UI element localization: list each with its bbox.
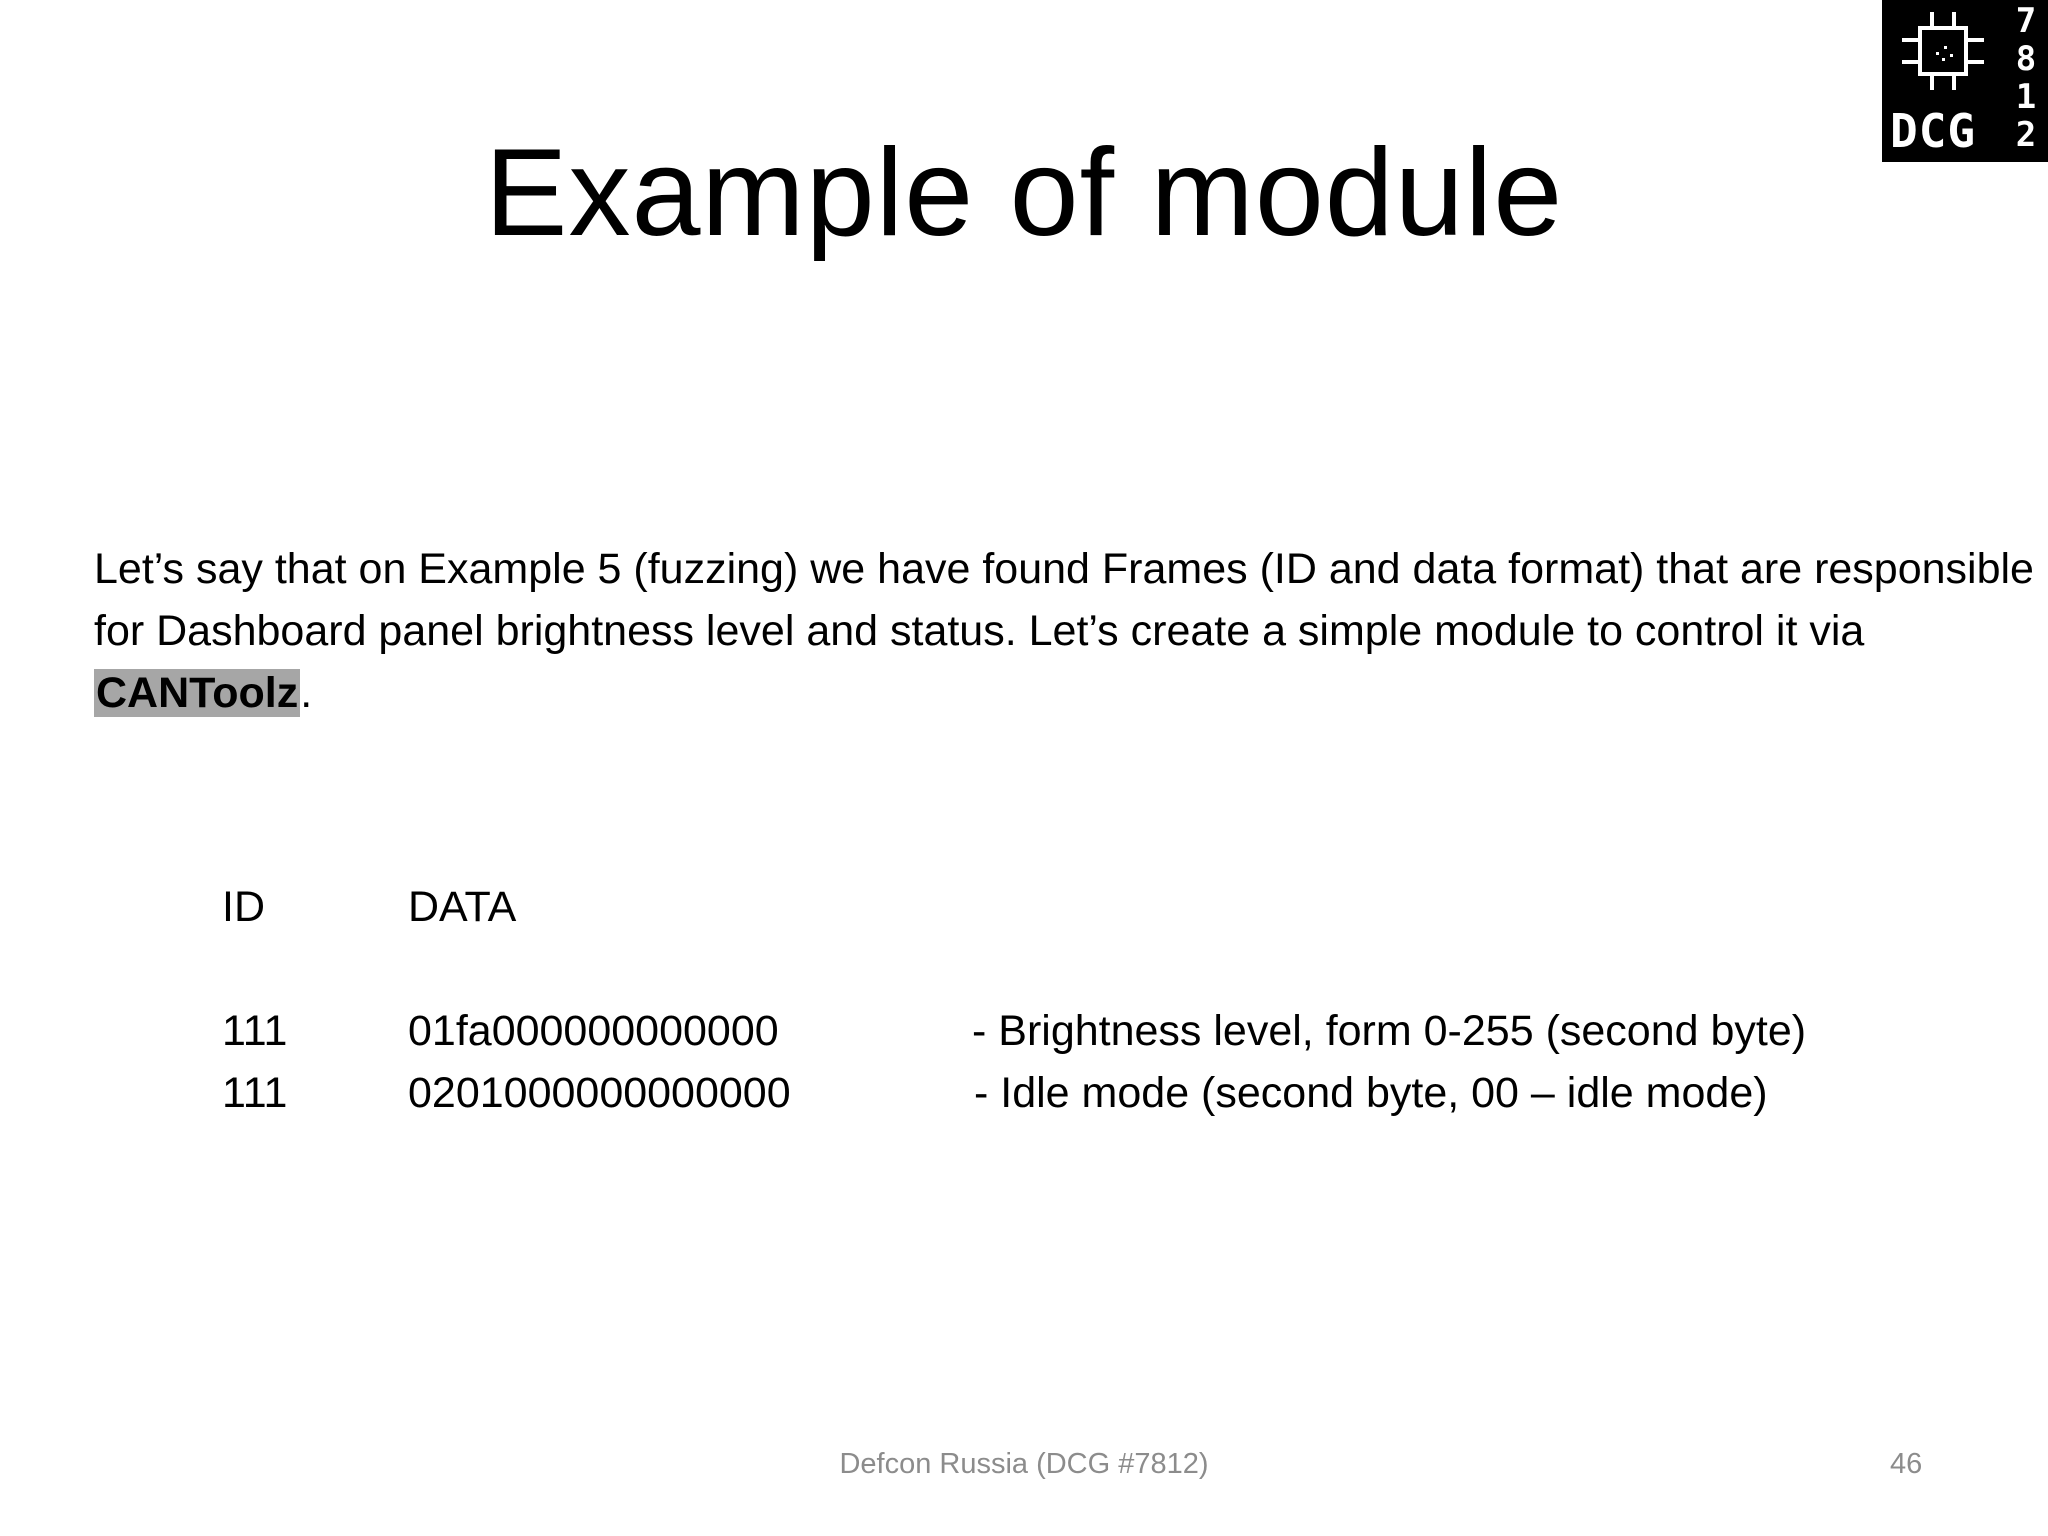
row-data: 01fa000000000000: [408, 1007, 779, 1055]
row-description: - Idle mode (second byte, 00 – idle mode): [974, 1069, 1768, 1117]
header-data: DATA: [408, 883, 517, 931]
footer-text: Defcon Russia (DCG #7812): [839, 1448, 1209, 1480]
page-number: 46: [1890, 1448, 1923, 1480]
logo-text: DCG: [1890, 104, 1977, 158]
header-id: ID: [222, 883, 265, 931]
row-description: - Brightness level, form 0-255 (second byte): [972, 1007, 1807, 1055]
logo-digit: 2: [2015, 115, 2037, 155]
row-id: 111: [222, 1069, 288, 1117]
row-data: 0201000000000000: [408, 1069, 791, 1117]
body-paragraph: [94, 538, 2034, 724]
paragraph-text: Let’s say that on Example 5 (fuzzing) we have found Frames (ID and data format) that are responsible for Dashboard panel brightness level and status. Let’s create a simple module to control it via: [94, 545, 2034, 655]
row-id: 111: [222, 1007, 288, 1055]
paragraph-text-end: .: [300, 669, 313, 717]
logo-digit: 7: [2015, 1, 2037, 41]
cantoolz-highlight: CANToolz: [96, 669, 299, 717]
slide-title: Example of module: [484, 124, 1564, 262]
chip-icon: [1898, 6, 1988, 96]
logo-digit: 1: [2015, 77, 2037, 117]
logo-digit: 8: [2015, 39, 2037, 79]
